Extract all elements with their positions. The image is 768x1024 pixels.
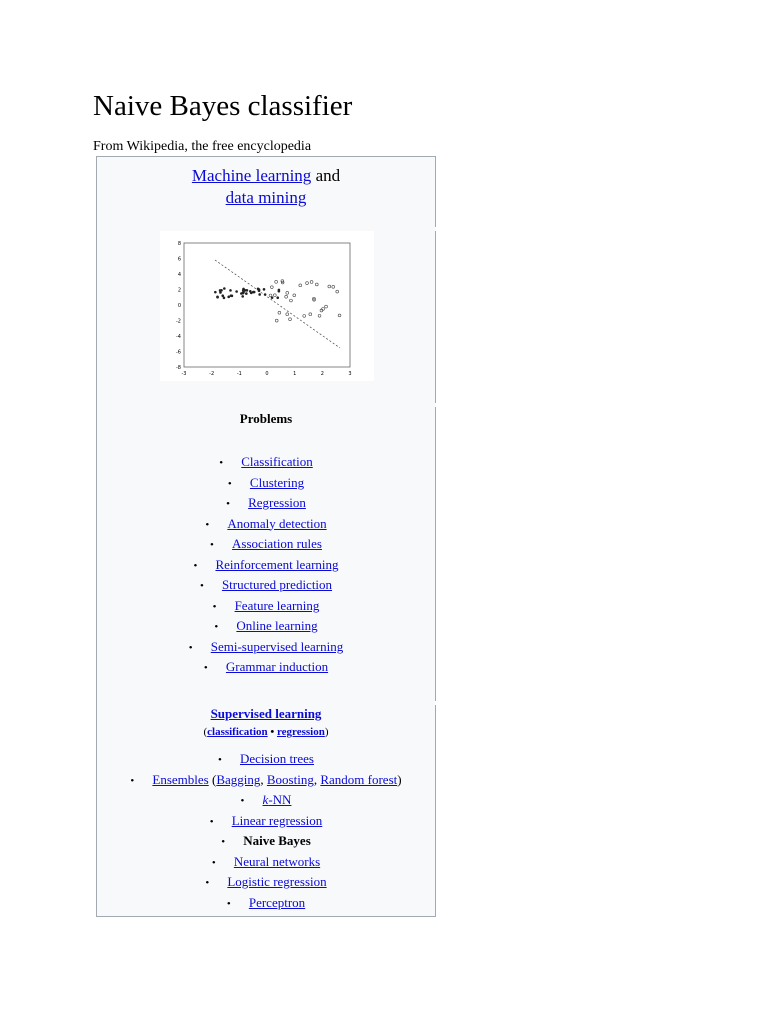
perceptron-link[interactable]: Perceptron [248,894,306,910]
problem-link-semi-supervised-learning[interactable]: Semi-supervised learning [210,638,344,654]
supervised-learning-link[interactable]: Supervised learning [210,706,322,721]
naive-bayes-current: Naive Bayes [243,833,311,848]
plot-point [258,293,261,296]
list-item [97,493,435,514]
plot-point [253,291,256,294]
bullet: • [199,580,204,592]
y-tick-label: 4 [177,272,181,278]
ensembles-paren-open: ( [208,771,217,787]
x-tick-label: -2 [209,371,215,377]
plot-y-tick-labels [176,241,181,371]
bullet: • [226,897,231,910]
problem-link-anomaly-detection[interactable]: Anomaly detection [227,515,327,531]
bullet: • [209,815,214,828]
knn-k: k [262,792,269,807]
plot-point [276,296,279,299]
x-tick-label: 1 [293,371,297,377]
list-item [97,473,435,494]
comma-separator: , [313,771,321,787]
x-tick-label: 3 [348,371,352,377]
list-item [97,811,435,832]
y-tick-label: -6 [176,349,181,356]
bullet: • [205,877,210,889]
plot-point [241,295,244,298]
plot-point [235,290,238,293]
y-tick-label: 6 [177,256,181,263]
plot-point [230,294,233,297]
problem-link-regression[interactable]: Regression [248,495,306,510]
plot-point [263,288,266,291]
classification-sublink[interactable]: classification [207,726,268,738]
decision-trees-link[interactable]: Decision trees [239,751,314,766]
problem-link-reinforcement-learning[interactable]: Reinforcement learning [215,556,339,572]
data-mining-link[interactable]: data mining [225,188,307,207]
problem-link-classification[interactable]: Classification [241,454,313,469]
scatter-plot-figure [160,231,374,381]
scatter-plot-image[interactable] [160,231,374,381]
plot-x-tick-labels [182,371,352,377]
plot-point [214,291,217,294]
infobox-divider [435,701,436,705]
list-item [97,452,435,473]
infobox-divider [435,227,436,231]
page-tagline: From Wikipedia, the free encyclopedia [93,139,312,154]
paren-open: ( [203,726,208,738]
plot-point [278,290,281,293]
y-tick-label: 8 [177,241,181,247]
list-item [97,872,435,893]
plot-point [245,292,248,295]
bullet: • [212,600,217,613]
y-tick-label: -2 [176,318,181,325]
bullet: • [211,856,216,869]
list-item [97,790,435,811]
list-item [97,852,435,873]
list-item [97,534,435,555]
plot-point [242,288,245,291]
plot-point [223,287,226,290]
linear-regression-link[interactable]: Linear regression [231,812,323,828]
list-item [97,893,435,914]
random-forest-link[interactable]: Random forest [320,771,398,787]
bullet: • [217,754,222,766]
list-item [97,831,435,852]
plot-point [216,296,219,299]
plot-point [227,296,230,299]
infobox-divider [435,403,436,407]
x-tick-label: -1 [236,371,242,377]
ensembles-link[interactable]: Ensembles [152,771,209,787]
plot-point [258,290,261,293]
y-tick-label: -4 [176,334,181,340]
plot-point [221,294,224,297]
infobox-header [97,165,435,209]
x-tick-label: 2 [320,371,324,377]
bullet: • [210,539,214,551]
list-item [97,596,435,617]
problem-link-structured-prediction[interactable]: Structured prediction [221,577,333,592]
bullet: • [221,836,226,848]
list-item [97,637,435,658]
machine-learning-link[interactable]: Machine learning [191,166,312,185]
x-tick-label: 0 [265,371,269,377]
knn-rest: -NN [268,792,292,807]
list-item [97,749,435,770]
x-tick-label: -3 [181,371,187,377]
bullet: • [214,621,219,633]
list-item [97,555,435,576]
problem-link-clustering[interactable]: Clustering [249,474,305,490]
neural-networks-link[interactable]: Neural networks [233,853,321,869]
boosting-link[interactable]: Boosting [266,771,314,787]
problem-link-grammar-induction[interactable]: Grammar induction [225,659,329,674]
bullet: • [227,477,232,490]
logistic-regression-link[interactable]: Logistic regression [227,874,327,889]
bullet: • [188,641,193,654]
problem-link-association-rules[interactable]: Association rules [232,536,322,551]
header-and-text: and [311,166,341,185]
bullet: • [240,795,245,807]
problem-link-online-learning[interactable]: Online learning [236,618,318,633]
bagging-link[interactable]: Bagging [216,771,261,787]
plot-frame [184,243,350,367]
knn-link[interactable] [263,792,292,807]
bullet: • [219,457,224,469]
comma-separator: , [260,771,267,787]
bullet: • [226,498,230,510]
ensembles-paren-close: ) [397,771,402,787]
problems-heading: Problems [239,411,293,426]
page-title: Naive Bayes classifier [93,90,353,122]
supervised-learning-heading [97,706,435,738]
list-item [97,770,435,791]
y-tick-label: -8 [176,365,181,371]
dot-separator: • [267,726,277,738]
list-item [97,657,435,678]
problem-link-feature-learning[interactable]: Feature learning [234,597,320,613]
machine-learning-infobox [96,156,436,917]
y-tick-label: 2 [177,287,181,294]
y-tick-label: 0 [177,303,181,309]
supervised-learning-list [97,749,435,913]
plot-point [220,289,223,292]
list-item [97,514,435,535]
plot-point [264,293,267,296]
plot-point [249,290,252,293]
plot-point [229,289,232,292]
paren-close: ) [324,726,329,738]
list-item [97,575,435,596]
list-item [97,616,435,637]
bullet: • [203,662,208,674]
regression-sublink[interactable]: regression [276,726,325,738]
bullet: • [193,559,198,572]
plot-point [242,291,245,294]
bullet: • [130,774,135,787]
problems-list [97,452,435,678]
plot-point [219,291,222,294]
bullet: • [205,518,210,531]
